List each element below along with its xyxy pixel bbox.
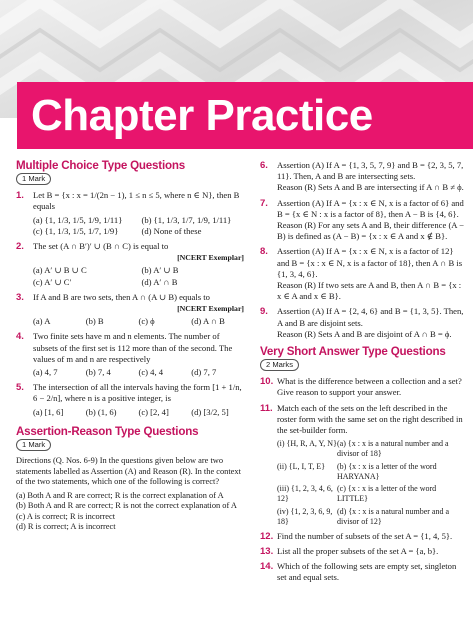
question-stem: If A and B are two sets, then A ∩ (A ∪ B) equals to — [33, 291, 210, 302]
ar-marks-badge: 1 Mark — [16, 439, 51, 451]
option-c: (c) ϕ — [138, 316, 155, 327]
reason: Reason (R) If two sets are A and B, then A ∩ B = {x : x ∈ A and x ∈ B}. — [277, 280, 462, 302]
question-number: 10. — [260, 376, 274, 388]
question-stem: Let B = {x : x = 1/(2n − 1), 1 ≤ n ≤ 5, where n ∈ N}, then B equals — [33, 190, 240, 212]
match-right: (b) {x : x is a letter of the word HARYANA} — [337, 461, 437, 481]
ar-option-a: (a) Both A and R are correct; R is the correct explanation of A — [16, 490, 224, 500]
reason: Reason (R) Sets A and B are disjoint of A ∩ B = ϕ. — [277, 328, 452, 339]
option-a: (a) A — [33, 316, 51, 327]
ar-option-c: (c) A is correct; R is incorrect — [16, 511, 116, 521]
reason: Reason (R) For any sets A and B, their difference (A − B) is defined as (A − B) = {x : x ∈ A and x ∉ B}. — [277, 220, 465, 242]
question-2 — [16, 241, 244, 288]
question-14 — [260, 561, 465, 583]
option-b: (b) A′ ∪ B — [141, 265, 179, 276]
match-table — [277, 439, 465, 526]
option-a: (a) A′ ∪ B ∪ C — [33, 265, 87, 276]
mcq-heading: Multiple Choice Type Questions — [16, 159, 185, 172]
match-left: (i) {H, R, A, Y, N} — [277, 439, 337, 449]
option-d: (d) 7, 7 — [191, 367, 217, 378]
option-b: (b) B — [85, 316, 104, 327]
option-a: (a) [1, 6] — [33, 406, 64, 417]
ar-heading: Assertion-Reason Type Questions — [16, 424, 199, 438]
question-number: 1. — [16, 190, 24, 202]
assertion: Assertion (A) If A = {2, 4, 6} and B = {1, 3, 5}. Then, A and B are disjoint sets. — [277, 306, 464, 328]
question-number: 11. — [260, 402, 273, 414]
match-right: (c) {x : x is a letter of the word LITTLE} — [337, 484, 437, 504]
match-right: (d) {x : x is a natural number and a divisor of 12} — [337, 507, 450, 526]
option-c: (c) A′ ∪ C′ — [33, 276, 72, 287]
question-12 — [260, 531, 465, 542]
match-right: (a) {x : x is a natural number and a divisor of 18} — [337, 439, 449, 459]
question-1 — [16, 190, 244, 237]
question-number: 12. — [260, 530, 274, 542]
question-number: 13. — [260, 545, 274, 557]
chapter-title: Chapter Practice — [17, 82, 473, 149]
match-left: (iii) {1, 2, 3, 4, 6, 12} — [277, 484, 333, 504]
mcq-marks-badge: 1 Mark — [16, 173, 51, 185]
option-a: (a) {1, 1/3, 1/5, 1/9, 1/11} — [33, 214, 123, 225]
option-c: (c) {1, 1/3, 1/5, 1/7, 1/9} — [33, 225, 119, 236]
question-number: 6. — [260, 160, 268, 171]
option-d: (d) A ∩ B — [191, 316, 225, 327]
question-number: 2. — [16, 241, 24, 253]
question-number: 8. — [260, 246, 268, 258]
question-number: 9. — [260, 306, 268, 318]
question-4 — [16, 331, 244, 378]
question-number: 4. — [16, 331, 24, 343]
question-stem: The set (A ∩ B′)′ ∪ (B ∩ C) is equal to — [33, 241, 169, 252]
question-source: [NCERT Exemplar] — [177, 253, 244, 263]
option-d: (d) [3/2, 5] — [191, 406, 229, 417]
ar-options — [16, 491, 244, 533]
question-number: 14. — [260, 561, 274, 573]
left-column — [16, 160, 244, 532]
question-10 — [260, 376, 465, 398]
match-left: (iv) {1, 2, 3, 6, 9, 18} — [277, 507, 333, 526]
match-left: (ii) {L, I, T, E} — [277, 461, 326, 471]
reason: Reason (R) Sets A and B are intersecting if A ∩ B ≠ ϕ. — [277, 182, 464, 193]
question-8 — [260, 246, 465, 302]
option-c: (c) 4, 4 — [138, 367, 164, 378]
question-text: Find the number of subsets of the set A = {1, 4, 5}. — [277, 530, 453, 541]
question-text: List all the proper subsets of the set A = {a, b}. — [277, 545, 439, 556]
ar-option-d: (d) R is correct; A is incorrect — [16, 522, 116, 532]
question-11 — [260, 403, 465, 527]
question-number: 7. — [260, 197, 268, 209]
option-b: (b) (1, 6) — [85, 406, 117, 417]
option-a: (a) 4, 7 — [33, 367, 58, 378]
question-number: 3. — [16, 291, 24, 303]
assertion: Assertion (A) If A = {x : x ∈ N, x is a factor of 6} and B = {x ∈ N : x is a factor of 8}, then A − B is {4, 6}. — [277, 197, 464, 219]
assertion: Assertion (A) If A = {x : x ∈ N, x is a factor of 12} and B = {x : x ∈ N, x is a factor of 18}, then A ∩ B is {1, 3, 4, 6}. — [277, 246, 463, 279]
question-text: What is the difference between a collection and a set? Give reason to support your answer. — [277, 376, 462, 398]
question-9 — [260, 306, 465, 340]
ar-directions: Directions (Q. Nos. 6-9) In the questions given below are two statements labelled as Assertion (A) and Reason (R). In the context of the two statements, which one of the following is correct? — [16, 456, 241, 487]
vsa-marks-badge: 2 Marks — [260, 359, 299, 371]
question-5 — [16, 382, 244, 418]
right-column — [260, 160, 465, 587]
question-stem: The intersection of all the intervals having the form [1 + 1/n, 6 − 2/n], where n is a positive integer, is — [33, 382, 242, 404]
option-d: (d) None of these — [141, 225, 202, 236]
question-number: 5. — [16, 382, 24, 394]
ar-option-b: (b) Both A and R are correct; R is not the correct explanation of A — [16, 501, 237, 511]
question-7 — [260, 198, 465, 243]
question-text: Match each of the sets on the left described in the roster form with the same set on the right described in the set-builder form. — [277, 402, 463, 436]
vsa-heading: Very Short Answer Type Questions — [260, 345, 446, 359]
question-text: Which of the following sets are empty set, singleton set and equal sets. — [277, 561, 457, 583]
question-source: [NCERT Exemplar] — [177, 304, 244, 314]
assertion: Assertion (A) If A = {1, 3, 5, 7, 9} and B = {2, 3, 5, 7, 11}. Then, A and B are intersecting sets. — [277, 160, 464, 182]
question-3 — [16, 292, 244, 328]
option-b: (b) 7, 4 — [85, 367, 111, 378]
option-c: (c) [2, 4] — [138, 406, 169, 417]
question-stem: Two finite sets have m and n elements. The number of subsets of the first set is 112 more than of the second. The values of m and n are respectively — [33, 331, 233, 364]
option-d: (d) A′ ∩ B — [141, 276, 178, 287]
option-b: (b) {1, 1/3, 1/7, 1/9, 1/11} — [141, 214, 232, 225]
question-6 — [260, 160, 465, 194]
question-13 — [260, 546, 465, 557]
